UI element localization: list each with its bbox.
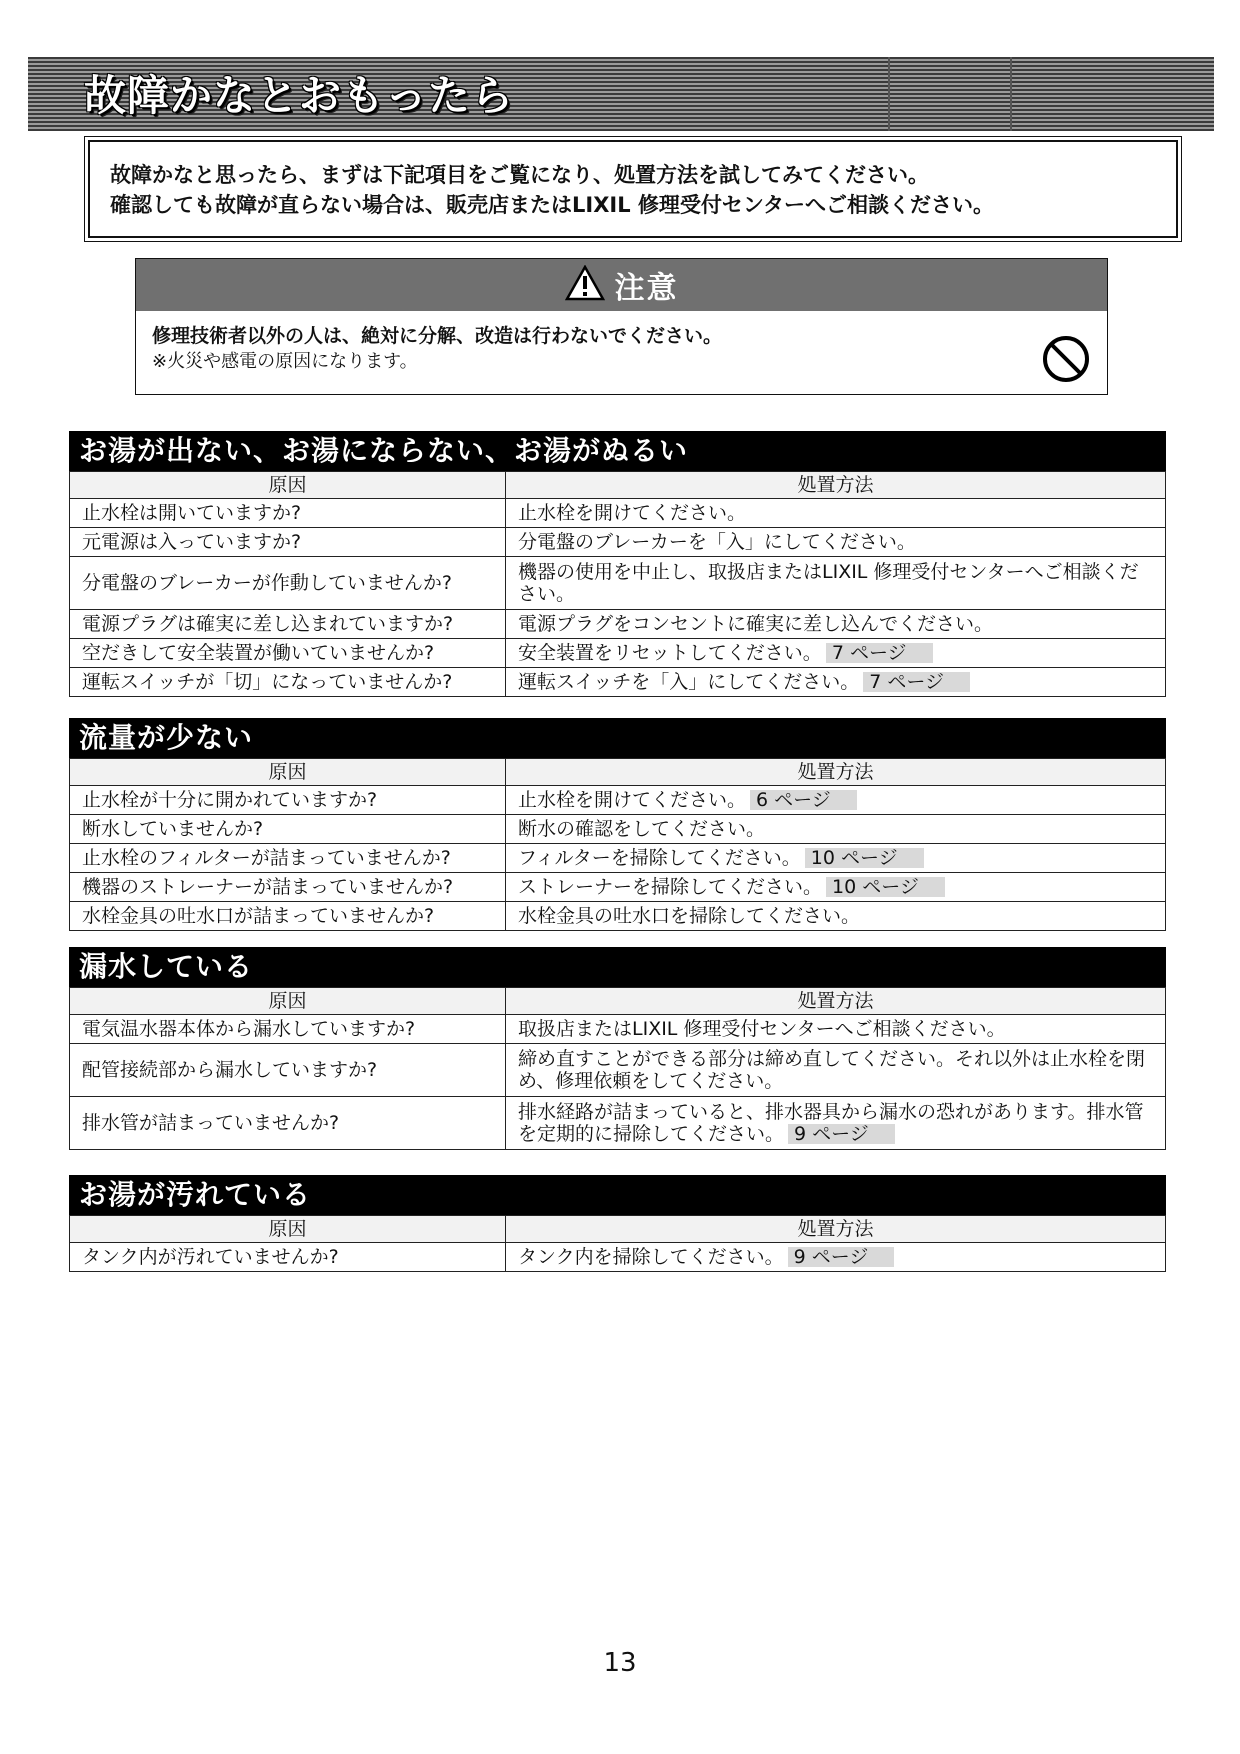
troubleshoot-table — [69, 1215, 1166, 1272]
caution-header — [136, 259, 1107, 311]
table-row — [70, 610, 1166, 639]
table-row — [70, 499, 1166, 528]
column-header-cause: 原因 — [70, 472, 506, 499]
title-divider — [1010, 57, 1012, 131]
caution-body — [136, 311, 1107, 387]
table-header-row — [70, 759, 1166, 786]
cause-cell: 電気温水器本体から漏水していますか? — [70, 1015, 506, 1044]
section-title: 漏水している — [69, 947, 1166, 987]
remedy-cell — [506, 499, 1166, 528]
table-row — [70, 873, 1166, 902]
remedy-cell — [506, 1044, 1166, 1097]
page-reference: 10 ページ — [826, 877, 945, 897]
remedy-text: 分電盤のブレーカーを「入」にしてください。 — [518, 531, 916, 553]
column-header-remedy: 処置方法 — [506, 472, 1166, 499]
table-row — [70, 1243, 1166, 1272]
page-reference: 7 ページ — [863, 672, 970, 692]
remedy-text: 止水栓を開けてください。 — [518, 502, 747, 524]
page-title: 故障かなとおもったら — [84, 71, 515, 120]
cause-cell: 電源プラグは確実に差し込まれていますか? — [70, 610, 506, 639]
section-dirty-water — [69, 1175, 1166, 1272]
cause-cell: 排水管が詰まっていませんか? — [70, 1097, 506, 1150]
title-bar — [28, 57, 1214, 131]
page-reference: 7 ページ — [826, 643, 933, 663]
section-leak — [69, 947, 1166, 1150]
remedy-cell — [506, 815, 1166, 844]
section-title: お湯が出ない、お湯にならない、お湯がぬるい — [69, 431, 1166, 471]
column-header-cause: 原因 — [70, 988, 506, 1015]
page-number: 13 — [603, 1648, 637, 1678]
table-row — [70, 528, 1166, 557]
cause-cell: 止水栓が十分に開かれていますか? — [70, 786, 506, 815]
remedy-cell — [506, 639, 1166, 668]
title-divider — [888, 57, 890, 131]
cause-cell: 配管接続部から漏水していますか? — [70, 1044, 506, 1097]
table-row — [70, 786, 1166, 815]
column-header-remedy: 処置方法 — [506, 1216, 1166, 1243]
troubleshoot-table — [69, 758, 1166, 931]
page-reference: 9 ページ — [788, 1247, 895, 1267]
table-row — [70, 844, 1166, 873]
table-row — [70, 1015, 1166, 1044]
caution-note: ※火災や感電の原因になります。 — [152, 351, 418, 372]
remedy-cell — [506, 1243, 1166, 1272]
remedy-text: 水栓金具の吐水口を掃除してください。 — [518, 905, 861, 927]
remedy-text: 電源プラグをコンセントに確実に差し込んでください。 — [518, 613, 994, 635]
remedy-text: 運転スイッチを「入」にしてください。 — [518, 671, 860, 693]
intro-box — [88, 140, 1178, 238]
table-header-row — [70, 1216, 1166, 1243]
remedy-text: 取扱店またはLIXIL 修理受付センターへご相談ください。 — [518, 1018, 1006, 1040]
page-reference: 9 ページ — [788, 1124, 895, 1144]
cause-cell: 空だきして安全装置が働いていませんか? — [70, 639, 506, 668]
table-header-row — [70, 988, 1166, 1015]
caution-box — [135, 258, 1108, 395]
cause-cell: 分電盤のブレーカーが作動していませんか? — [70, 557, 506, 610]
remedy-text: ストレーナーを掃除してください。 — [518, 876, 823, 898]
caution-text: 修理技術者以外の人は、絶対に分解、改造は行わないでください。 — [152, 325, 723, 347]
cause-cell: 機器のストレーナーが詰まっていませんか? — [70, 873, 506, 902]
remedy-text: 止水栓を開けてください。 — [518, 789, 747, 811]
cause-cell: 水栓金具の吐水口が詰まっていませんか? — [70, 902, 506, 931]
remedy-cell — [506, 528, 1166, 557]
section-title: 流量が少ない — [69, 718, 1166, 758]
table-row — [70, 902, 1166, 931]
intro-line-2: 確認しても故障が直らない場合は、販売店またはLIXIL 修理受付センターへご相談ください。 — [110, 193, 995, 217]
intro-line-1: 故障かなと思ったら、まずは下記項目をご覧になり、処置方法を試してみてください。 — [110, 163, 929, 187]
remedy-text: 排水経路が詰まっていると、排水器具から漏水の恐れがあります。排水管を定期的に掃除してください。 — [518, 1101, 1144, 1145]
section-title: お湯が汚れている — [69, 1175, 1166, 1215]
remedy-cell — [506, 786, 1166, 815]
page-reference: 6 ページ — [750, 790, 857, 810]
cause-cell: タンク内が汚れていませんか? — [70, 1243, 506, 1272]
cause-cell: 運転スイッチが「切」になっていませんか? — [70, 668, 506, 697]
table-row — [70, 639, 1166, 668]
section-low-flow — [69, 718, 1166, 931]
cause-cell: 断水していませんか? — [70, 815, 506, 844]
page-reference: 10 ページ — [805, 848, 924, 868]
remedy-cell — [506, 1015, 1166, 1044]
remedy-cell — [506, 844, 1166, 873]
remedy-cell — [506, 557, 1166, 610]
caution-title: 注意 — [614, 271, 679, 306]
column-header-cause: 原因 — [70, 759, 506, 786]
section-no-hot-water — [69, 431, 1166, 697]
table-header-row — [70, 472, 1166, 499]
prohibition-icon — [1041, 334, 1091, 388]
table-row — [70, 557, 1166, 610]
column-header-remedy: 処置方法 — [506, 759, 1166, 786]
remedy-cell — [506, 902, 1166, 931]
remedy-cell — [506, 1097, 1166, 1150]
remedy-text: 断水の確認をしてください。 — [518, 818, 766, 840]
table-row — [70, 668, 1166, 697]
cause-cell: 止水栓は開いていますか? — [70, 499, 506, 528]
troubleshoot-table — [69, 987, 1166, 1150]
remedy-cell — [506, 610, 1166, 639]
remedy-text: 締め直すことができる部分は締め直してください。それ以外は止水栓を閉め、修理依頼をしてください。 — [518, 1048, 1146, 1092]
cause-cell: 止水栓のフィルターが詰まっていませんか? — [70, 844, 506, 873]
remedy-cell — [506, 873, 1166, 902]
table-row — [70, 815, 1166, 844]
table-row — [70, 1097, 1166, 1150]
cause-cell: 元電源は入っていますか? — [70, 528, 506, 557]
troubleshoot-table — [69, 471, 1166, 697]
column-header-cause: 原因 — [70, 1216, 506, 1243]
remedy-text: フィルターを掃除してください。 — [518, 847, 801, 869]
table-row — [70, 1044, 1166, 1097]
column-header-remedy: 処置方法 — [506, 988, 1166, 1015]
remedy-text: 機器の使用を中止し、取扱店またはLIXIL 修理受付センターへご相談ください。 — [518, 561, 1139, 605]
remedy-text: 安全装置をリセットしてください。 — [518, 642, 822, 664]
remedy-cell — [506, 668, 1166, 697]
remedy-text: タンク内を掃除してください。 — [518, 1246, 784, 1268]
warning-triangle-icon — [565, 265, 605, 305]
